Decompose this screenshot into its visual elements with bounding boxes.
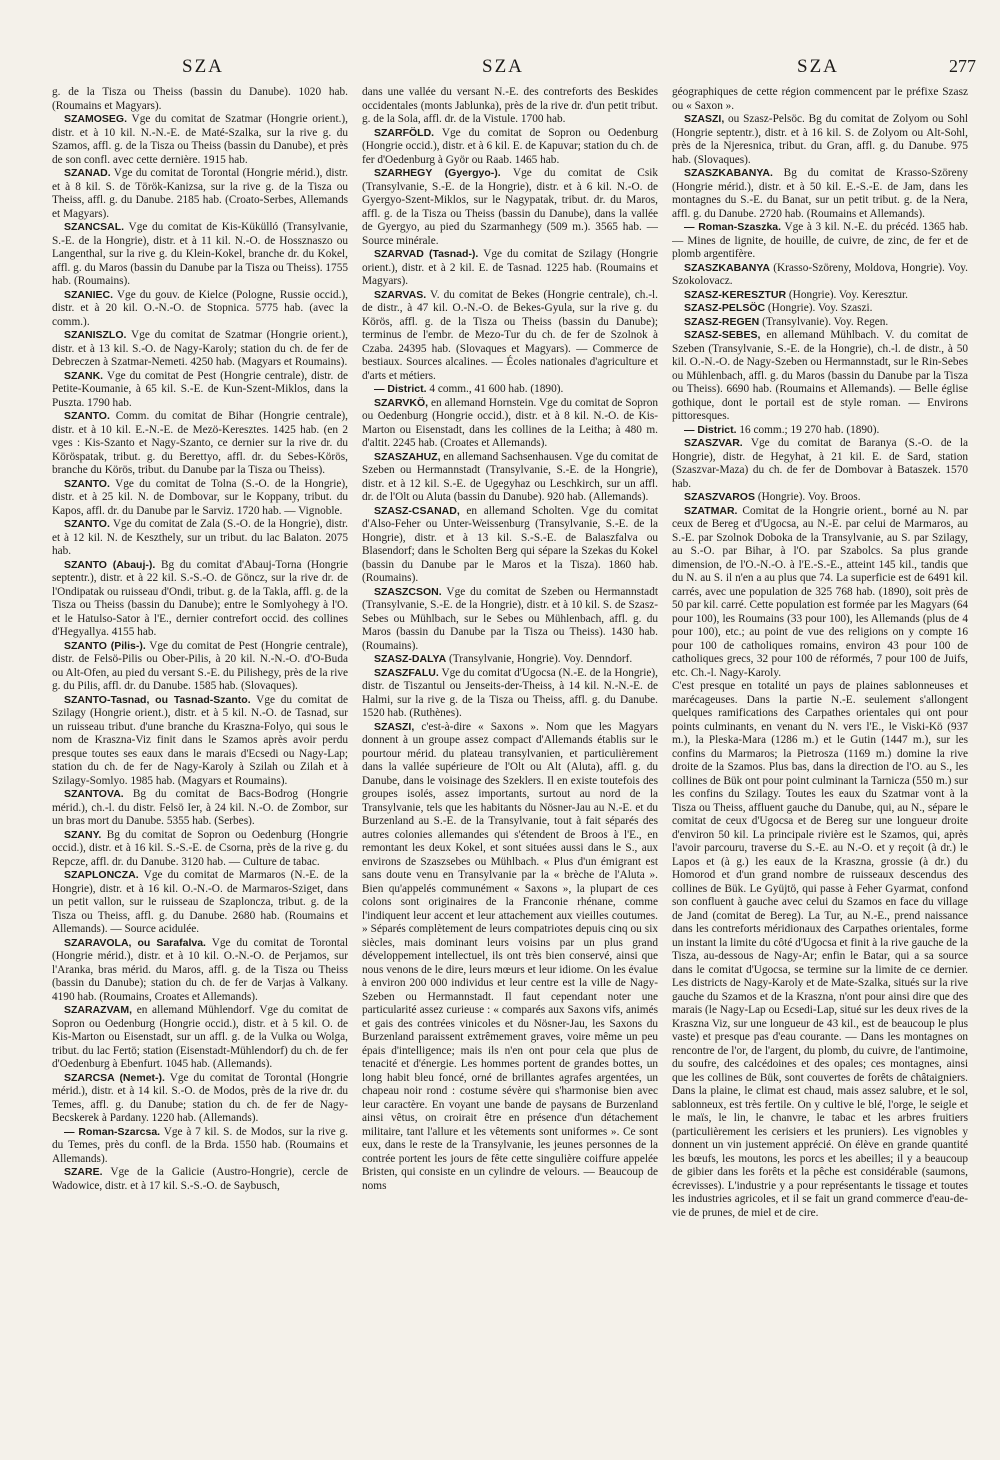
entry-text: (Hongrie). Voy. Szaszi. bbox=[767, 302, 873, 314]
dictionary-entry bbox=[362, 86, 658, 127]
entry-headword: SZAMOSEG. bbox=[64, 113, 128, 125]
entry-headword: — District. bbox=[684, 423, 737, 436]
header-right-word: SZA bbox=[797, 56, 839, 77]
entry-headword: SZARVKÖ, bbox=[374, 396, 429, 409]
entry-headword: SZASZ-CSANAD, bbox=[374, 504, 460, 517]
entry-text: Vge du comitat de Szatmar (Hongrie orient.), distr. et à 10 kil. N.-N.-E. de Maté-Szalka, sur la rive g. du Szamos, affl. g. de la Tisza ou Theiss (bassin du Danube), et près de son confl. avec cette dernière. 1915 hab. bbox=[52, 113, 348, 166]
entry-text: Vge du comitat de Csik (Transylvanie, S.-E. de la Hongrie), distr. et à 6 kil. N.-O. de Gyergyo-Szent-Miklos, sur le Nagypatak, tribut. dr. du Maros, affl. g. de la Tisza ou Theiss (bassin du Danube), dans la vallée de Gyergyo, au pied du Szarmanhegy (509 m.). 3565 hab. — Source minérale. bbox=[362, 167, 658, 247]
entry-headword: SZASZCSON. bbox=[374, 585, 442, 598]
entry-text: Vge du comitat de Sopron ou Oedenburg (Hongrie occid.), distr. et à 6 kil. E. de Kapuvar; station du ch. de fer d'Oedenburg à Györ ou Raab. 1465 hab. bbox=[362, 126, 658, 166]
entry-text: g. de la Tisza ou Theiss (bassin du Danube). 1020 hab. (Roumains et Magyars). bbox=[52, 86, 348, 112]
entry-text: V. du comitat de Bekes (Hongrie centrale), ch.-l. de distr., à 47 kil. O.-N.-O. de Bekes-Gyula, sur la rive g. du Körös, affl. g. de la Tisza ou Theiss (bassin du Danube); terminus de l'embr. de Mezo-Tur du ch. de fer de Szolnok à Czaba. 24395 hab. (Slovaques et Magyars). — Commerce de bestiaux. Sources alcalines. — Écoles nationales d'agriculture et d'arts et métiers. bbox=[362, 288, 658, 382]
dictionary-entry bbox=[672, 505, 968, 681]
entry-text: en allemand Scholten. Vge du comitat d'Also-Feher ou Unter-Weissenburg (Transylvanie, S.-E. de la Hongrie), distr. et à 13 kil. S.-S.-E. de Balaszfalva ou Blasendorf; dans le Scholten Berg qui sépare la Szekas du Kokel (bassin du Danube par le Maros et la Tisza). 1860 hab. (Roumains). bbox=[362, 504, 658, 584]
entry-text: Vge du comitat d'Ugocsa (N.-E. de la Hongrie), distr. de Tiszantul ou Jenseits-der-Theiss, à 14 kil. N.-N.-E. de Halmi, sur la rive g. de la Tisza ou Theiss, affl. g. du Danube. 1520 hab. (Ruthènes). bbox=[362, 666, 658, 719]
dictionary-entry bbox=[362, 167, 658, 248]
entry-text: (Transylvanie). Voy. Regen. bbox=[762, 315, 889, 328]
entry-text: Vge du comitat de Szilagy (Hongrie orient.), distr. et à 5 kil. N.-O. de Tasnad, sur un ruisseau tribut. d'une branche du Kraszna-Folyo, qui sous le nom de Kraszna-Viz finit dans le Szamos après avoir perdu presque toutes ses eaux dans le marais d'Ecsedi ou Nagy-Lap; station du ch. de fer de Nagy-Karoly à Szilah ou Zilah et à Szilagy-Somlyo. 1985 hab. (Magyars et Roumains). bbox=[52, 693, 348, 787]
dictionary-entry bbox=[52, 869, 348, 937]
entry-text: Vge du comitat de Zala (S.-O. de la Hongrie), distr. et à 12 kil. N. de Keszthely, sur un tribut. du lac Balaton. 2075 hab. bbox=[52, 518, 348, 557]
entry-text: 16 comm.; 19 270 hab. (1890). bbox=[739, 423, 880, 436]
entry-headword: SZASZI, bbox=[684, 113, 725, 125]
entry-text: Comitat de la Hongrie orient., borné au N. par ceux de Bereg et d'Ugocsa, au N.-E. par celui de Marmaros, au S.-E. par Szolnok Doboka de la Transylvanie, au S. par Szilagy, au S.-O. par Bihar, à l'O. par Szabolcs. Sa plus grande dimension, de l'O.-N.-O. à l'E.-S.-E., atteint 145 kil., tandis que du N. au S. il n'en a au plus que 74. La superficie est de 6491 kil. carrés, avec une population de 325 768 hab. (1890), soit près de 50 par kil. carré. Cette population est formée par les Magyars (64 pour 100), les Roumains (33 pour 100), les Allemands (plus de 4 pour 100), etc.; au point de vue des religions on y compte 16 pour 100 de catholiques romains, environ 43 pour 100 de catholiques grecs, 32 pour 100 de réformés, 7 pour 100 de Juifs, etc. Ch.-l. Nagy-Karoly. bbox=[672, 504, 968, 679]
entry-text: Vge du comitat de Szilagy (Hongrie orient.), distr. et à 2 kil. E. de Tasnad. 1225 hab. (Roumains et Magyars). bbox=[362, 248, 658, 287]
page-number: 277 bbox=[949, 56, 976, 76]
dictionary-entry bbox=[362, 505, 658, 586]
column-2 bbox=[362, 86, 658, 1220]
entry-headword: SZANTO-Tasnad, ou Tasnad-Szanto. bbox=[64, 693, 251, 706]
entry-headword: SZANTO. bbox=[64, 410, 110, 422]
entry-headword: SZARHEGY (Gyergyo-). bbox=[374, 167, 501, 179]
dictionary-entry bbox=[362, 127, 658, 168]
entry-text: Vge du comitat de Torontal (Hongrie mérid.), distr. et à 14 kil. S.-O. de Modos, près de la rive dr. du Temes, affl. g. du Danube; station du ch. de fer de Nagy-Becskerek à Pardany. 1220 hab. (Allemands). bbox=[52, 1071, 348, 1124]
dictionary-entry bbox=[52, 329, 348, 370]
dictionary-entry bbox=[672, 329, 968, 424]
entry-headword: SZANCSAL. bbox=[64, 221, 125, 233]
entry-headword: SZARFÖLD. bbox=[374, 126, 435, 139]
entry-text: Bg du comitat d'Abauj-Torna (Hongrie septentr.), distr. et à 22 kil. S.-S.-O. de Göncz, sur la rive dr. de l'Ondipatak ou ruisseau d'Ondi, tribut. g. de la Takla, affl. g. de la Tisza ou Theiss (bassin du Danube); entre le Somlyohegy à l'O. et le Hatulso-Sator à l'E., dernier contrefort occid. des collines d'Hegyallya. 4155 hab. bbox=[52, 558, 348, 638]
dictionary-entry bbox=[672, 424, 968, 438]
entry-headword: SZAPLONCZA. bbox=[64, 869, 139, 881]
entry-text: Bg du comitat de Krasso-Szöreny (Hongrie mérid.), distr. et à 50 kil. E.-S.-E. de Jam, dans les montagnes du S.-E. du Banat, sur un petit tribut. g. de la Nera, affl. g. du Danube. 2720 hab. (Roumains et Allemands). bbox=[672, 167, 968, 220]
text-columns bbox=[52, 86, 976, 1220]
dictionary-entry bbox=[52, 1004, 348, 1072]
entry-headword: SZASZKABANYA bbox=[684, 261, 770, 274]
entry-headword: SZANTO. bbox=[64, 477, 110, 490]
dictionary-entry bbox=[362, 397, 658, 451]
entry-text: Comm. du comitat de Bihar (Hongrie centrale), distr. et à 10 kil. E.-N.-E. de Mezö-Keresztes. 1425 hab. (en 2 vges : Kis-Szanto et Nagy-Szanto, ce dernier sur la rive dr. du Köröspatak, tribut. g. du Berettyo, affl. dr. du Sebes-Körös, branche du Körös, tribut. du Danube par la Tisza ou Theiss). bbox=[52, 410, 348, 476]
dictionary-entry bbox=[362, 667, 658, 721]
dictionary-entry bbox=[672, 289, 968, 303]
entry-text: Bg du comitat de Sopron ou Oedenburg (Hongrie occid.), distr. et à 16 kil. S.-S.-E. de Csorna, près de la rive g. du Repcze, affl. dr. du Danube. 3120 hab. — Culture de tabac. bbox=[52, 828, 348, 868]
dictionary-entry bbox=[672, 262, 968, 289]
dictionary-entry bbox=[362, 653, 658, 667]
entry-text: ou Szasz-Pelsöc. Bg du comitat de Zolyom ou Sohl (Hongrie septentr.), distr. et à 16 kil. S. de Zolyom ou Alt-Sohl, près de la Njeresnica, tribut. du Gran, affl. g. du Danube. 975 hab. (Slovaques). bbox=[672, 113, 968, 166]
dictionary-entry bbox=[672, 491, 968, 505]
entry-text: Vge du gouv. de Kielce (Pologne, Russie occid.), distr. et à 20 kil. O.-N.-O. de Stopnica. 5775 hab. (avec la comm.). bbox=[52, 288, 348, 328]
dictionary-entry bbox=[52, 518, 348, 559]
dictionary-entry bbox=[52, 1126, 348, 1167]
entry-headword: — Roman-Szarcsa. bbox=[64, 1125, 161, 1138]
dictionary-entry bbox=[52, 694, 348, 789]
dictionary-entry bbox=[52, 788, 348, 829]
entry-text: Vge du comitat de Torontal (Hongrie mérid.), distr. et à 10 kil. O.-N.-O. de Perjamos, sur l'Aranka, bras mérid. du Maros, affl. g. de la Tisza ou Theiss (bassin du Danube); station du ch. de fer de Varjas à Valkany. 4190 hab. (Roumains, Croates et Allemands). bbox=[52, 936, 348, 1003]
entry-text: Vge à 3 kil. N.-E. du précéd. 1365 hab. — Mines de lignite, de houille, de cuivre, de zinc, de fer et de plomb argentifère. bbox=[672, 221, 968, 260]
entry-headword: SZANY. bbox=[64, 828, 102, 841]
entry-headword: SZARVAS. bbox=[374, 288, 427, 301]
entry-text: en allemand Mühlbach. V. du comitat de Szeben (Transylvanie, S.-E. de la Hongrie), ch.-l. de distr., à 50 kil. O.-N.-O. de Nagy-Szeben ou Hermannstadt, sur le Rin-Sebes ou Mühlenbach, affl. g. du Maros (bassin du Danube par la Tisza ou Theiss). 6690 hab. (Roumains et Allemands). — Belle église gothique, dont le portail est de style roman. — Environs pittoresques. bbox=[672, 329, 968, 422]
entry-headword: — District. bbox=[374, 383, 427, 395]
entry-headword: SZASZFALU. bbox=[374, 666, 439, 679]
dictionary-entry bbox=[52, 370, 348, 411]
dictionary-entry bbox=[672, 113, 968, 167]
entry-headword: SZASZVAROS bbox=[684, 491, 755, 503]
entry-text: en allemand Hornstein. Vge du comitat de Sopron ou Oedenburg (Hongrie occid.), distr. et à 8 kil. N.-O. de Kis-Marton ou Eisenstadt, dans les collines de la Leitha; à 480 m. d'altit. 2245 hab. (Croates et Allemands). bbox=[362, 396, 658, 449]
column-3 bbox=[672, 86, 968, 1220]
entry-headword: SZARAZVAM, bbox=[64, 1004, 133, 1016]
dictionary-entry bbox=[672, 302, 968, 316]
entry-headword: SZANTOVA. bbox=[64, 788, 124, 800]
dictionary-entry bbox=[362, 248, 658, 289]
dictionary-entry bbox=[362, 586, 658, 654]
entry-headword: SZASZ-DALYA bbox=[374, 653, 447, 665]
entry-headword: SZARCSA (Nemet-). bbox=[64, 1071, 165, 1084]
dictionary-entry bbox=[362, 289, 658, 384]
entry-text: (Transylvanie, Hongrie). Voy. Denndorf. bbox=[448, 653, 633, 665]
dictionary-entry bbox=[52, 86, 348, 113]
entry-headword: SZARE. bbox=[64, 1166, 103, 1178]
entry-text: (Krasso-Szöreny, Moldova, Hongrie). Voy. Szokolovacz. bbox=[672, 261, 968, 287]
dictionary-entry bbox=[362, 721, 658, 1194]
entry-text: 4 comm., 41 600 hab. (1890). bbox=[429, 383, 564, 395]
entry-text: en allemand Sachsenhausen. Vge du comitat de Szeben ou Hermannstadt (Transylvanie, S.-E. de la Hongrie), distr. et à 12 kil. S.-E. de Ugegyhaz ou Leschkirch, sur un affl. dr. de l'Olt ou Aluta (bassin du Danube). 920 hab. (Allemands). bbox=[362, 450, 658, 503]
entry-text: Vge du comitat de Pest (Hongrie centrale), distr. de Petite-Koumanie, à 65 kil. S.-E. de Kun-Szent-Miklos, dans la Puszta. 1790 hab. bbox=[52, 369, 348, 409]
entry-headword: SZASZI, bbox=[374, 720, 415, 733]
dictionary-entry bbox=[52, 113, 348, 167]
dictionary-entry bbox=[52, 221, 348, 289]
entry-headword: SZANIEC. bbox=[64, 288, 114, 301]
entry-headword: SZASZ-KERESZTUR bbox=[684, 288, 787, 301]
dictionary-entry bbox=[52, 289, 348, 330]
entry-headword: SZANK. bbox=[64, 369, 104, 382]
dictionary-entry bbox=[52, 1166, 348, 1193]
entry-text: Vge de la Galicie (Austro-Hongrie), cercle de Wadowice, distr. et à 17 kil. S.-S.-O. de Saybusch, bbox=[52, 1166, 348, 1192]
header-center-word: SZA bbox=[482, 56, 524, 77]
entry-text: Vge du comitat de Marmaros (N.-E. de la Hongrie), distr. et à 16 kil. O.-N.-O. de Marmaros-Sziget, dans un petit vallon, sur le ruisseau de Szaploncza, tribut. g. de la Tisza ou Theiss, affl. g. du Danube. 2680 hab. (Roumains et Allemands). — Source acidulée. bbox=[52, 869, 348, 935]
entry-text: géographiques de cette région commencent par le préfixe Szasz ou « Saxon ». bbox=[672, 86, 968, 112]
entry-headword: SZANISZLO. bbox=[64, 329, 127, 341]
entry-text: Vge du comitat de Baranya (S.-O. de la Hongrie), distr. de Hegyhat, à 21 kil. E. de Sard, station (Szaszvar-Maza) du ch. de fer de Dombovar à Bataszek. 1570 hab. bbox=[672, 437, 968, 490]
dictionary-entry bbox=[672, 86, 968, 113]
header-left-word: SZA bbox=[182, 56, 224, 77]
dictionary-entry bbox=[52, 167, 348, 221]
entry-headword: SZASZ-SEBES, bbox=[684, 329, 761, 341]
entry-text: Vge du comitat de Tolna (S.-O. de la Hongrie), distr. et à 25 kil. N. de Dombovar, sur le Koppany, tribut. du Kapos, affl. dr. du Danube par le Sarviz. 1720 hab. — Vignoble. bbox=[52, 477, 348, 517]
dictionary-entry bbox=[672, 437, 968, 491]
entry-text: en allemand Mühlendorf. Vge du comitat de Sopron ou Oedenburg (Hongrie occid.), distr. et à 5 kil. O. de Kis-Marton ou Eisenstadt, sur un affl. g. de la Vulka ou Wolga, tribut. du lac Fertö; station (Eisenstadt-Mühlendorf) du ch. de fer d'Oedenburg à Ebenfurt. 1045 hab. (Allemands). bbox=[52, 1004, 348, 1070]
entry-headword: SZASZAHUZ, bbox=[374, 450, 441, 463]
entry-headword: — Roman-Szaszka. bbox=[684, 221, 782, 233]
dictionary-entry bbox=[52, 559, 348, 640]
entry-text: Bg du comitat de Bacs-Bodrog (Hongrie mérid.), ch.-l. du distr. Felsö Ier, à 24 kil. N.-O. de Zombor, sur un bras mort du Danube. 5355 hab. (Serbes). bbox=[52, 788, 348, 827]
dictionary-entry bbox=[52, 829, 348, 870]
entry-headword: SZATMAR. bbox=[684, 504, 738, 517]
entry-headword: SZASZVAR. bbox=[684, 437, 743, 449]
dictionary-entry bbox=[362, 451, 658, 505]
entry-text: (Hongrie). Voy. Broos. bbox=[757, 491, 861, 503]
entry-headword: SZASZKABANYA. bbox=[684, 167, 773, 179]
entry-headword: SZANAD. bbox=[64, 167, 111, 179]
dictionary-entry bbox=[672, 221, 968, 262]
dictionary-entry bbox=[52, 478, 348, 519]
dictionary-entry bbox=[362, 383, 658, 397]
entry-headword: SZANTO (Abauj-). bbox=[64, 558, 156, 571]
entry-text: Vge du comitat de Szeben ou Hermannstadt (Transylvanie, S.-E. de la Hongrie), distr. et à 10 kil. S. de Szasz-Sebes ou Mühlbach, sur le Sebes ou Mühlenbach, affl. g. du Maros (bassin du Danube par la Tisza ou Theiss). 1430 hab. (Roumains). bbox=[362, 585, 658, 652]
entry-headword: SZASZ-PELSÖC bbox=[684, 302, 766, 314]
entry-text: c'est-à-dire « Saxons ». Nom que les Magyars donnent à un groupe assez compact d'Allemands établis sur le pourtour mérid. du plateau transylvanien, et particulièrement dans la vallée supérieure de l'Olt ou Alt (Aluta), affl. g. du Danube, dans le voisinage des Szeklers. Il en existe toutefois des groupes isolés, assez importants, surtout au nord de la Transylvanie, tels que les habitants du Nösner-Jau au N.-E. et du Burzenland au S.-E. de la Transylvanie, tout à fait séparés des autres colonies allemandes qui s'étendent de Broos à l'E., en remontant les deux Kokel, et sont situées aussi dans le S., aux environs de Szaszsebes ou Mühlbach. « Plus d'un émigrant est sans doute venu en Transylvanie par la « brèche de l'Aluta ». Bien qu'appelés communément « Saxons », la plupart de ces colons sont originaires de la Franconie rhénane, comme l'indiquent leur accent et leur attachement aux vieilles coutumes. » Séparés complètement de leurs compatriotes depuis cinq ou six siècles, mais dominant leurs voisins par un plus grand développement intellectuel, ils ont très bien conservé, ainsi que nous venons de le dire, leurs mœurs et leur idiome. On les évalue à environ 200 000 individus et leur centre est la ville de Nagy-Szeben ou Hermannstadt. Il faut cependant noter une particularité assez curieuse : « comparés aux Saxons vifs, animés et gais des contrées vinicoles et du Nösner-Jau, les Saxons du Burzenland paraissent extrêmement graves, voire même un peu épais d'intelligence; mais ils n'en ont pour cela que plus de tenacité et d'énergie. Les hommes portent de grandes bottes, un long habit bleu foncé, orné de brillantes agrafes argentées, un chapeau noir rond : costume sévère qui s'harmonise bien avec leur caractère. En voyant une bande de paysans de Burzenland ainsi vêtus, on croirait être en présence d'un détachement militaire, tant l'allure et les vêtements sont uniformes ». Ce sont eux, dans le reste de la Transylvanie, les jeunes personnes de la contrée portent les jours de fête cette singulière coiffure appelée Bristen, qui consiste en un cylindre de velours. — Beaucoup de noms bbox=[362, 720, 658, 1192]
entry-text: Vge du comitat de Szatmar (Hongrie orient.), distr. et à 13 kil. S.-O. de Nagy-Karoly; station du ch. de fer de Debreczen à Szatmar-Nemeti. 4250 hab. (Magyars et Roumains). bbox=[52, 329, 348, 368]
entry-text: Vge à 7 kil. S. de Modos, sur la rive g. du Temes, près du confl. de la Brda. 1550 hab. (Roumains et Allemands). bbox=[52, 1125, 348, 1165]
entry-text: Vge du comitat de Kis-Kükülló (Transylvanie, S.-E. de la Hongrie), distr. et à 11 kil. N.-O. de Hossznaszo ou Langenthal, sur la rive g. du Klein-Kokel, branche dr. du Kokel, affl. g. du Maros (bassin du Danube par la Tisza ou Theiss). 1755 hab. (Roumains). bbox=[52, 221, 348, 287]
dictionary-entry bbox=[672, 167, 968, 221]
entry-text: C'est presque en totalité un pays de plaines sablonneuses et marécageuses. Dans la partie N.-E. seulement s'allongent quelques ramifications des Carpathes orientales qui ont pour points culminants, en venant du N. vers l'E., le Viski-Kö (937 m.), la Pleska-Mara (1286 m.) et le Gutin (1447 m.), sur les confins du Marmaros; la Pietrosza (1169 m.) domine la rive droite de la Szamos. Plus bas, dans la direction de l'O. au S., les collines de Bük ont pour point culminant la Tarnicza (550 m.) sur les confins du Szilagy. Toutes les eaux du Szatmar vont à la Tisza ou Theiss, affluent gauche du Danube, qui, au N., sépare le comitat de ceux d'Ugocsa et de Bereg sur une longueur droite d'environ 50 kil. La principale rivière est le Szamos, qui, après l'avoir parcouru, traverse du S.-E. au N.-O. et y reçoit (à dr.) le Lapos et (à g.) les eaux de la Kraszna, grossie (à dr.) du Homorod et d'un grand nombre de ruisseaux descendus des collines de Bük. Le Gyüjtö, qui passe à Feher Gyarmat, confond son confluent à gauche avec celui du Szamos en face du village de Jand (comitat de Bereg). La Tur, au N.-E., prend naissance dans les contreforts méridionaux des Carpathes orientales, forme un instant la limite du côté d'Ugocsa et finit à la rive gauche de la Tisza, au-dessous de Nagy-Ar; enfin le Batar, qui a sa source dans le comitat d'Ugocsa, se termine sur la limite de ce dernier. Les districts de Nagy-Karoly et de Mate-Szalka, situés sur la rive gauche du Szamos et de la Kraszna, n'ont pour ainsi dire que des marais (le Nagy-Lap ou Ecsedi-Lap, situé sur les deux rives de la Kraszna Viz, sur une longueur de 43 kil., est de beaucoup le plus vaste) et presque pas d'eau courante. — Dans les montagnes on rencontre de l'or, de l'argent, du plomb, du cuivre, de l'antimoine, du soufre, des calcédoines et des opales; ces montagnes, ainsi que les collines de Bük, sont couvertes de forêts de châtaigniers. Dans la plaine, le climat est chaud, mais assez salubre, et le sol, sablonneux, est très fertile. On y cultive le blé, l'orge, le seigle et le maïs, le lin, le chanvre, le tabac et les arbres fruitiers (particulièrement les cerisiers et les pruniers). Les vignobles y donnent un vin justement apprécié. On élève en grande quantité les bœufs, les moutons, les porcs et les abeilles; il y a beaucoup de gibier dans les forêts et la pêche est considérable (saumons, écrevisses). L'industrie y a pour représentants le tissage et toutes les industries agricoles, et il se fait un grand commerce d'eau-de-vie de prunes, de miel et de cire. bbox=[672, 680, 968, 1219]
entry-text: Vge du comitat de Torontal (Hongrie mérid.), distr. et à 8 kil. S. de Török-Kanizsa, sur la rive g. de la Tisza ou Theiss, affl. g. du Danube. 2185 hab. (Croato-Serbes, Allemands et Magyars). bbox=[52, 167, 348, 220]
entry-headword: SZASZ-REGEN bbox=[684, 315, 760, 328]
dictionary-entry bbox=[672, 316, 968, 330]
entry-text: Vge du comitat de Pest (Hongrie centrale), distr. de Felsö-Pilis ou Ober-Pilis, à 20 kil. N.-N.-O. d'O-Buda ou Alt-Ofen, au pied du versant S.-E. du Pilishegy, près de la rive g. du Pilis, affl. dr. du Danube. 1585 hab. (Slovaques). bbox=[52, 639, 348, 692]
entry-headword: SZANTO (Pilis-). bbox=[64, 639, 146, 652]
entry-headword: SZARVAD (Tasnad-). bbox=[374, 248, 479, 260]
entry-headword: SZANTO. bbox=[64, 518, 110, 530]
column-1 bbox=[52, 86, 348, 1220]
dictionary-entry bbox=[52, 937, 348, 1005]
dictionary-entry bbox=[52, 640, 348, 694]
dictionary-entry bbox=[52, 1072, 348, 1126]
entry-text: (Hongrie). Voy. Keresztur. bbox=[788, 288, 908, 301]
dictionary-entry bbox=[52, 410, 348, 478]
entry-headword: SZARAVOLA, ou Sarafalva. bbox=[64, 936, 206, 949]
dictionary-entry bbox=[672, 680, 968, 1220]
entry-text: dans une vallée du versant N.-E. des contreforts des Beskides occidentales (monts Jablunka), près de la rive dr. d'un petit tribut. g. de la Sola, affl. dr. de la Vistule. 1700 hab. bbox=[362, 86, 658, 125]
running-header bbox=[52, 52, 976, 86]
